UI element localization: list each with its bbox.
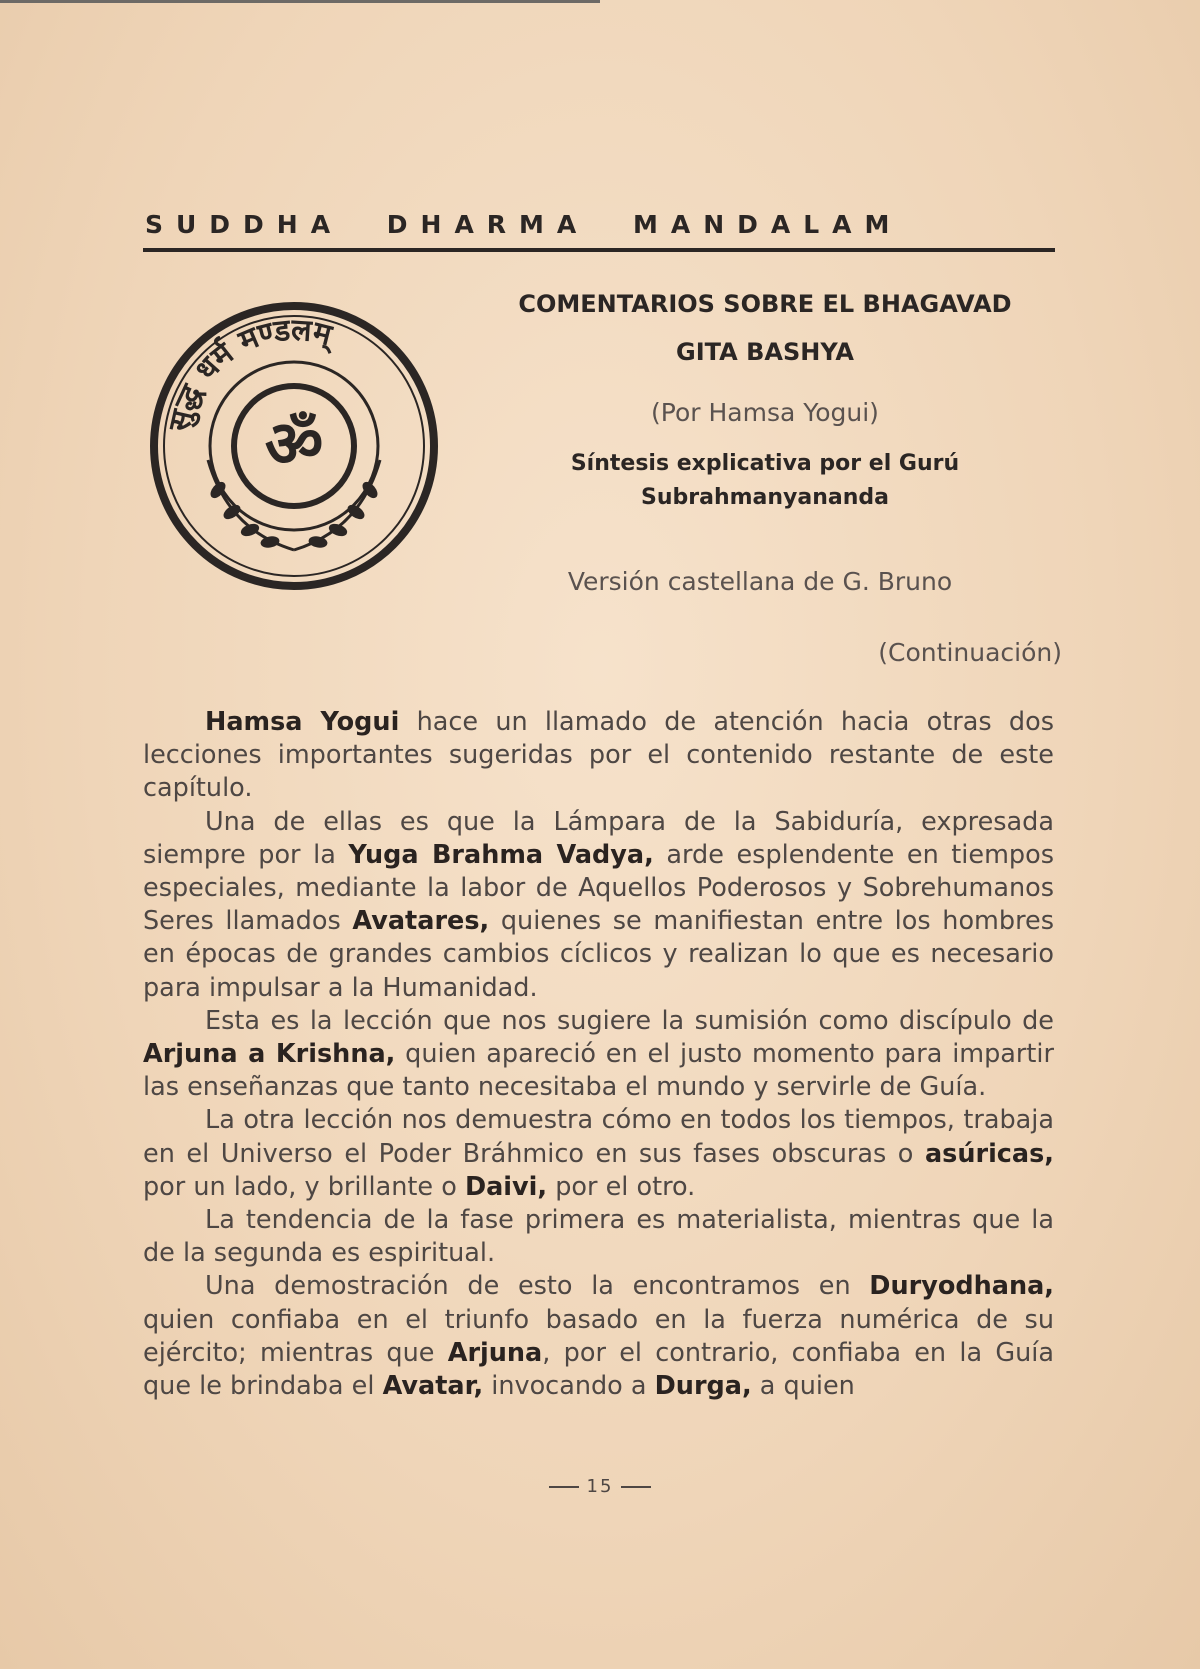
bold-term: Arjuna: [447, 1337, 543, 1368]
text-run: quien apareció en el justo momento para impartir las enseñanzas que tanto necesitaba el mundo y servirle de Guía.: [143, 1039, 1054, 1103]
header-rule: [143, 248, 1055, 252]
text-run: por un lado, y brillante o: [143, 1171, 465, 1202]
text-run: a quien: [751, 1371, 855, 1402]
article-author: (Por Hamsa Yogui): [651, 398, 879, 427]
bold-term: Durga,: [654, 1371, 752, 1402]
page-number-value: 15: [586, 1476, 614, 1497]
bold-term: Avatares,: [352, 906, 490, 937]
bold-term: Daivi,: [464, 1171, 548, 1202]
continuation-note: (Continuación): [878, 638, 1062, 667]
text-run: arde esplendente en tiempos especiales, mediante la labor de Aquellos Poderosos y Sobrehumanos Seres llamados: [143, 839, 1054, 937]
synthesis-line-2: Subrahmanyananda: [641, 485, 889, 510]
bold-term: Hamsa Yogui: [205, 707, 400, 737]
text-run: invocando a: [483, 1371, 655, 1402]
text-run: Una demostración de esto la encontramos en: [205, 1271, 870, 1302]
body-paragraph: [143, 1270, 1054, 1403]
article-title-line-1: COMENTARIOS SOBRE EL BHAGAVAD: [518, 290, 1012, 318]
text-run: La tendencia de la fase primera es materialista, mientras que la de la segunda es espiritual.: [143, 1205, 1054, 1269]
page-number-dash-left: [549, 1486, 579, 1488]
text-run: hace un llamado de atención hacia otras dos lecciones importantes sugeridas por el contenido restante de este capítulo.: [143, 707, 1054, 804]
text-run: Una de ellas es que la Lámpara de la Sabiduría, expresada siempre por la: [143, 806, 1054, 870]
om-seal-emblem: [148, 300, 440, 592]
text-run: quien confiaba en el triunfo basado en la fuerza numérica de su ejército; mientras que: [143, 1304, 1054, 1368]
journal-header-title: SUDDHA DHARMA MANDALAM: [145, 210, 903, 239]
bold-term: Yuga Brahma Vadya,: [348, 839, 654, 870]
page-number-dash-right: [621, 1486, 651, 1488]
text-run: quienes se manifiestan entre los hombres en épocas de grandes cambios cíclicos y realizan lo que es necesario para impulsar a la Humanidad.: [143, 906, 1054, 1003]
synthesis-line-1: Síntesis explicativa por el Gurú: [570, 451, 960, 476]
text-run: por el otro.: [547, 1171, 696, 1202]
translation-credit: Versión castellana de G. Bruno: [567, 567, 953, 596]
text-run: , por el contrario, confiaba en la Guía que le brindaba el: [143, 1337, 1054, 1402]
om-symbol: ॐ: [264, 408, 324, 482]
article-title-block: [450, 280, 1080, 515]
seal-ring-text: सुद्ध धर्म मण्डलम्: [162, 312, 336, 435]
bold-term: asúricas,: [924, 1138, 1054, 1169]
body-paragraph: [143, 706, 1054, 806]
bold-term: Duryodhana,: [869, 1271, 1054, 1302]
text-run: Esta es la lección que nos sugiere la sumisión como discípulo de: [205, 1005, 1054, 1036]
body-paragraph: [143, 1204, 1054, 1270]
article-title-line-2: GITA BASHYA: [676, 338, 854, 366]
synthesis-credit: [450, 447, 1080, 515]
text-run: La otra lección nos demuestra cómo en todos los tiempos, trabaja en el Universo el Poder Bráhmico en sus fases obscuras o: [143, 1105, 1054, 1169]
bold-term: Avatar,: [382, 1371, 484, 1402]
bold-term: Arjuna a Krishna,: [143, 1039, 396, 1070]
article-body: [143, 706, 1054, 1403]
page-number: [540, 1476, 660, 1497]
body-paragraph: [143, 1104, 1054, 1204]
page-edge-strip: [0, 0, 600, 3]
body-paragraph: [143, 1005, 1054, 1105]
body-paragraph: [143, 806, 1054, 1005]
